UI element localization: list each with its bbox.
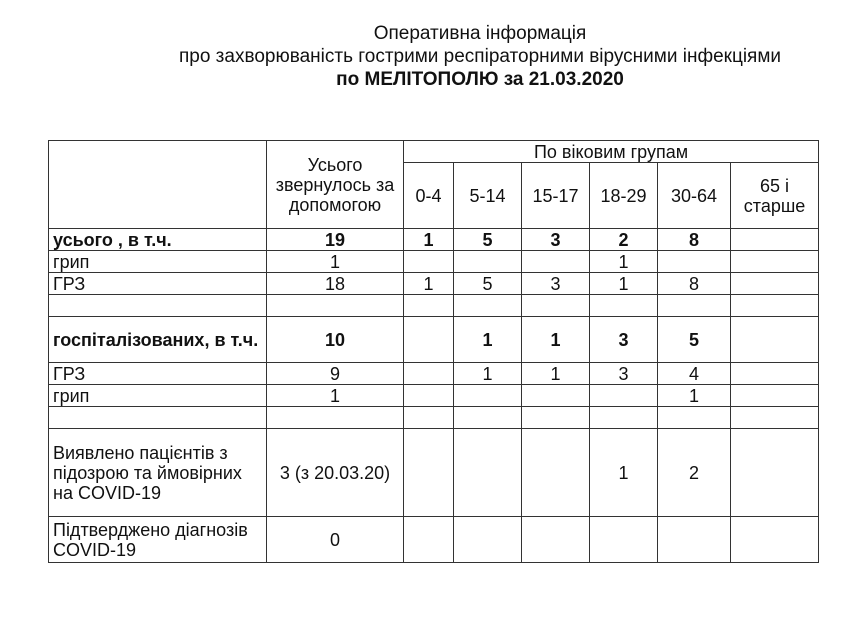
row-age-cell: 5 bbox=[658, 317, 731, 363]
row-age-cell: 3 bbox=[590, 317, 658, 363]
row-age-cell: 1 bbox=[522, 317, 590, 363]
row-age-cell: 1 bbox=[590, 273, 658, 295]
title-line-3: по МЕЛІТОПОЛЮ за 21.03.2020 bbox=[336, 69, 624, 90]
header-age-0-4: 0-4 bbox=[404, 163, 454, 229]
row-age-cell: 1 bbox=[404, 273, 454, 295]
row-label: грип bbox=[49, 385, 267, 407]
row-age-cell bbox=[731, 229, 819, 251]
row-age-cell: 3 bbox=[522, 229, 590, 251]
row-label: Виявлено пацієнтів з підозрою та ймовірних на COVID-19 bbox=[49, 429, 267, 517]
row-age-cell bbox=[522, 295, 590, 317]
row-age-cell bbox=[522, 517, 590, 563]
row-total: 0 bbox=[267, 517, 404, 563]
header-total: Усього звернулось за допомогою bbox=[267, 141, 404, 229]
header-age-18-29: 18-29 bbox=[590, 163, 658, 229]
row-age-cell bbox=[731, 251, 819, 273]
table-row bbox=[49, 251, 819, 273]
row-age-cell: 2 bbox=[658, 429, 731, 517]
row-age-cell bbox=[522, 407, 590, 429]
title-line-2: про захворюваність гострими респіраторними вірусними інфекціями bbox=[178, 46, 782, 67]
row-age-cell bbox=[454, 295, 522, 317]
morbidity-table bbox=[48, 140, 819, 563]
row-total: 10 bbox=[267, 317, 404, 363]
report-title bbox=[120, 22, 840, 91]
row-total: 1 bbox=[267, 251, 404, 273]
row-age-cell: 4 bbox=[658, 363, 731, 385]
table-row bbox=[49, 229, 819, 251]
row-age-cell bbox=[454, 429, 522, 517]
row-age-cell: 1 bbox=[454, 363, 522, 385]
row-age-cell: 1 bbox=[404, 229, 454, 251]
row-age-cell bbox=[731, 385, 819, 407]
row-age-cell bbox=[404, 385, 454, 407]
header-row-1 bbox=[49, 141, 819, 163]
row-total: 9 bbox=[267, 363, 404, 385]
row-total: 1 bbox=[267, 385, 404, 407]
row-age-cell bbox=[731, 273, 819, 295]
row-age-cell: 8 bbox=[658, 229, 731, 251]
row-age-cell: 1 bbox=[454, 317, 522, 363]
row-age-cell: 1 bbox=[590, 429, 658, 517]
row-age-cell bbox=[731, 295, 819, 317]
row-age-cell: 1 bbox=[590, 251, 658, 273]
row-age-cell bbox=[454, 517, 522, 563]
row-label: Підтверджено діагнозів COVID-19 bbox=[49, 517, 267, 563]
row-label bbox=[49, 295, 267, 317]
row-age-cell: 5 bbox=[454, 229, 522, 251]
row-label: госпіталізованих, в т.ч. bbox=[49, 317, 267, 363]
row-age-cell bbox=[731, 429, 819, 517]
row-age-cell bbox=[731, 317, 819, 363]
row-age-cell bbox=[522, 385, 590, 407]
row-label: ГРЗ bbox=[49, 363, 267, 385]
row-age-cell bbox=[454, 385, 522, 407]
row-age-cell: 1 bbox=[522, 363, 590, 385]
table-row bbox=[49, 273, 819, 295]
row-total: 3 (з 20.03.20) bbox=[267, 429, 404, 517]
header-age-5-14: 5-14 bbox=[454, 163, 522, 229]
table-row bbox=[49, 317, 819, 363]
row-age-cell: 3 bbox=[522, 273, 590, 295]
row-age-cell bbox=[404, 407, 454, 429]
row-label bbox=[49, 407, 267, 429]
title-line-1: Оперативна інформація bbox=[373, 23, 587, 44]
row-age-cell bbox=[454, 407, 522, 429]
row-age-cell bbox=[590, 517, 658, 563]
row-age-cell: 8 bbox=[658, 273, 731, 295]
table-row bbox=[49, 429, 819, 517]
row-age-cell bbox=[658, 251, 731, 273]
table-row-empty bbox=[49, 295, 819, 317]
header-age-65-plus: 65 і старше bbox=[731, 163, 819, 229]
row-age-cell bbox=[731, 407, 819, 429]
table-row bbox=[49, 363, 819, 385]
row-age-cell bbox=[522, 429, 590, 517]
table-row bbox=[49, 517, 819, 563]
header-empty-cell bbox=[49, 141, 267, 229]
row-age-cell bbox=[404, 251, 454, 273]
row-age-cell bbox=[658, 407, 731, 429]
row-age-cell bbox=[731, 363, 819, 385]
row-age-cell bbox=[522, 251, 590, 273]
row-total: 18 bbox=[267, 273, 404, 295]
header-age-30-64: 30-64 bbox=[658, 163, 731, 229]
row-age-cell bbox=[454, 251, 522, 273]
row-age-cell bbox=[658, 295, 731, 317]
table-row bbox=[49, 385, 819, 407]
row-age-cell bbox=[404, 295, 454, 317]
row-age-cell: 2 bbox=[590, 229, 658, 251]
row-age-cell bbox=[590, 407, 658, 429]
header-age-groups: По віковим групам bbox=[404, 141, 819, 163]
row-label: ГРЗ bbox=[49, 273, 267, 295]
row-age-cell: 3 bbox=[590, 363, 658, 385]
row-age-cell bbox=[590, 295, 658, 317]
row-age-cell bbox=[404, 517, 454, 563]
row-label: усього , в т.ч. bbox=[49, 229, 267, 251]
row-age-cell bbox=[404, 429, 454, 517]
row-age-cell bbox=[658, 517, 731, 563]
row-age-cell bbox=[590, 385, 658, 407]
row-total bbox=[267, 407, 404, 429]
row-age-cell bbox=[731, 517, 819, 563]
table-row-empty bbox=[49, 407, 819, 429]
header-age-15-17: 15-17 bbox=[522, 163, 590, 229]
row-age-cell bbox=[404, 317, 454, 363]
row-total: 19 bbox=[267, 229, 404, 251]
row-age-cell: 1 bbox=[658, 385, 731, 407]
row-age-cell bbox=[404, 363, 454, 385]
row-age-cell: 5 bbox=[454, 273, 522, 295]
row-total bbox=[267, 295, 404, 317]
row-label: грип bbox=[49, 251, 267, 273]
